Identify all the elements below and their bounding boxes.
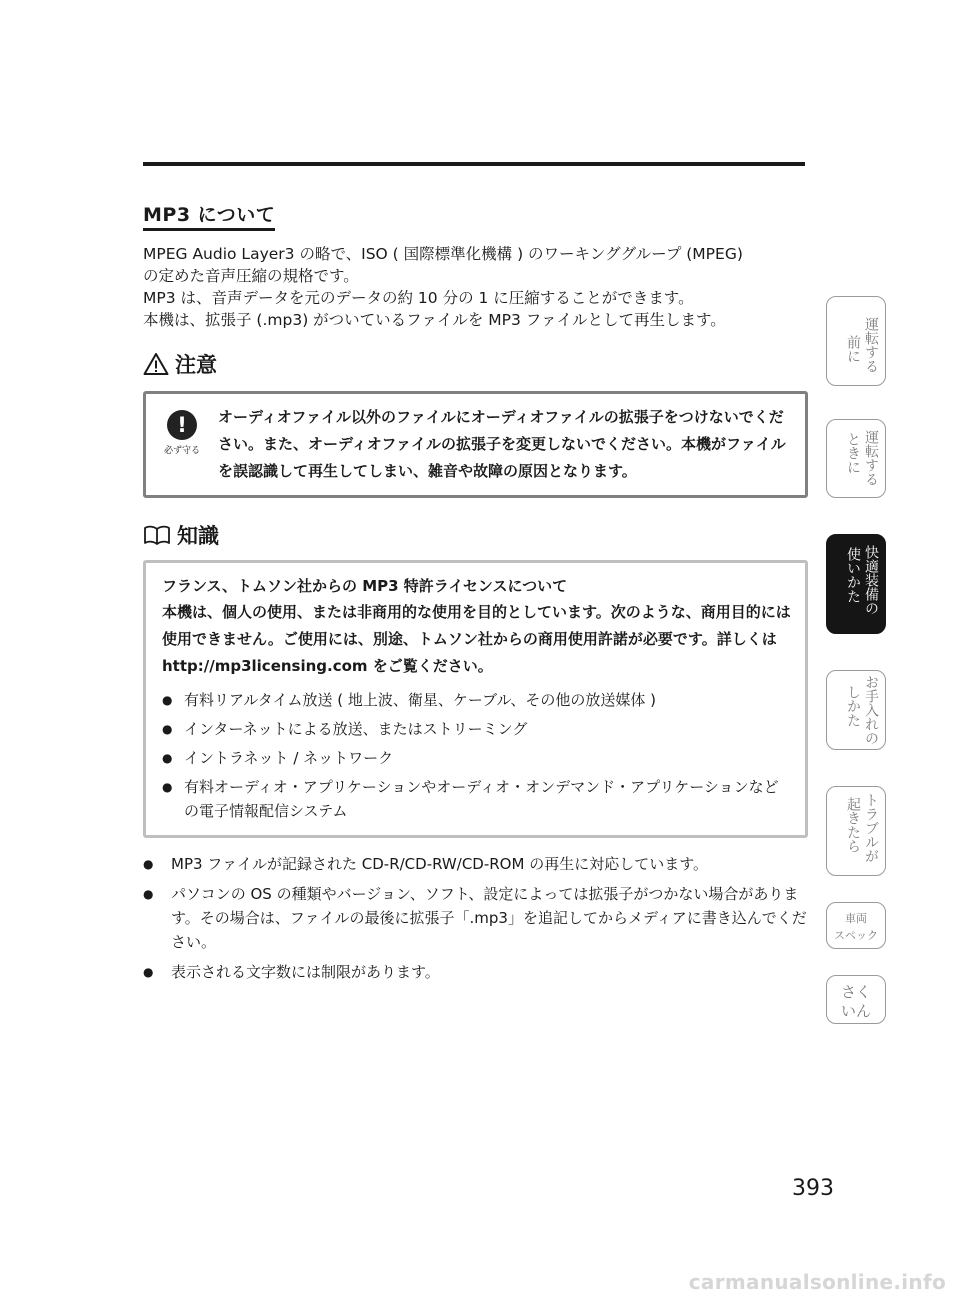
knowledge-heading xyxy=(143,520,808,550)
knowledge-box xyxy=(143,560,808,838)
tab-before-driving[interactable] xyxy=(826,296,886,386)
book-icon xyxy=(143,524,171,546)
list-item: ● 有料オーディオ・アプリケーションやオーディオ・オンデマンド・アプリケーションなどの電子情報配信システム xyxy=(162,775,793,823)
caution-text: オーディオファイル以外のファイルにオーディオファイルの拡張子をつけないでください。また、オーディオファイルの拡張子を変更しないでください。本機がファイルを誤認識して再生してしまい、雑音や故障の原因となります。 xyxy=(218,408,786,480)
notes-list xyxy=(143,852,808,984)
exclamation-icon: ! xyxy=(167,410,197,440)
list-item: ● MP3 ファイルが記録された CD-R/CD-RW/CD-ROM の再生に対応しています。 xyxy=(143,852,808,876)
tab-label: トラブルが xyxy=(863,793,879,863)
tab-comfort-equipment[interactable] xyxy=(826,534,886,634)
tab-label: 車両 xyxy=(845,912,867,925)
list-item: ● パソコンの OS の種類やバージョン、ソフト、設定によっては拡張子がつかない場合があります。その場合は、ファイルの最後に拡張子「.mp3」を追記してからメディアに書き込んでください。 xyxy=(143,882,808,954)
tab-label: ときに xyxy=(845,432,861,474)
tab-label: 起きたら xyxy=(845,797,861,853)
list-item: ● インターネットによる放送、またはストリーミング xyxy=(162,717,793,741)
list-item: ● 有料リアルタイム放送 ( 地上波、衛星、ケーブル、その他の放送媒体 ) xyxy=(162,688,793,712)
tab-label: 使いかた xyxy=(845,547,861,603)
tab-label: スペック xyxy=(834,929,878,942)
list-item: ● 表示される文字数には制限があります。 xyxy=(143,960,808,984)
top-rule xyxy=(143,162,805,166)
tab-maintenance[interactable] xyxy=(826,670,886,750)
tab-label: 快適装備の xyxy=(863,545,879,615)
tab-vehicle-specs[interactable] xyxy=(826,902,886,949)
section-title: MP3 について xyxy=(143,200,275,231)
main-content xyxy=(143,200,808,984)
intro-paragraph xyxy=(143,243,808,331)
knowledge-list xyxy=(162,688,793,823)
intro-line: MPEG Audio Layer3 の略で、ISO ( 国際標準化機構 ) のワーキンググループ (MPEG) xyxy=(143,245,743,263)
knowledge-body: 本機は、個人の使用、または非商用的な使用を目的としています。次のような、商用目的には使用できません。ご使用には、別途、トムソン社からの商用使用許諾が必要です。詳しくは http://mp3licensing.com をご覧ください。 xyxy=(162,603,791,675)
list-item: ● イントラネット / ネットワーク xyxy=(162,746,793,770)
caution-heading-label: 注意 xyxy=(175,353,217,377)
page-number: 393 xyxy=(792,1176,834,1201)
warning-icon xyxy=(143,352,169,376)
tab-label: しかた xyxy=(845,685,861,727)
tab-label: 運転する xyxy=(863,317,879,373)
caution-box xyxy=(143,391,808,498)
tab-label: お手入れの xyxy=(863,675,879,745)
tab-label: 運転する xyxy=(863,430,879,486)
intro-line: MP3 は、音声データを元のデータの約 10 分の 1 に圧縮することができます。 xyxy=(143,289,694,307)
must-follow-block xyxy=(158,410,206,456)
tab-label: 前に xyxy=(845,335,861,363)
intro-line: の定めた音声圧縮の規格です。 xyxy=(143,267,359,285)
knowledge-title: フランス、トムソン社からの MP3 特許ライセンスについて xyxy=(162,577,568,595)
knowledge-heading-label: 知識 xyxy=(177,524,219,548)
caution-heading xyxy=(143,349,808,379)
tab-label: さく xyxy=(840,983,871,1001)
tab-troubleshooting[interactable] xyxy=(826,786,886,876)
tab-label: いん xyxy=(840,1002,871,1020)
must-follow-label: 必ず守る xyxy=(163,446,200,456)
intro-line: 本機は、拡張子 (.mp3) がついているファイルを MP3 ファイルとして再生します。 xyxy=(143,311,726,329)
tab-while-driving[interactable] xyxy=(826,419,886,498)
tab-index[interactable] xyxy=(826,975,886,1024)
watermark: carmanualsonline.info xyxy=(688,1270,946,1294)
